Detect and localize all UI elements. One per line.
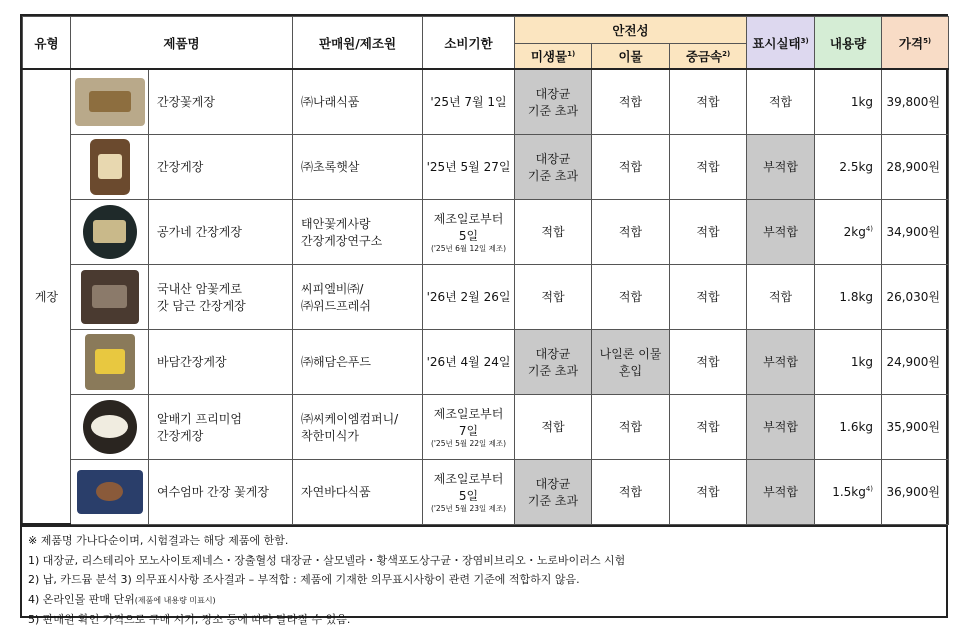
product-image [83, 205, 137, 259]
metals-result: 적합 [670, 264, 747, 329]
category-cell: 게장 [23, 69, 71, 524]
labeling-result: 부적합 [747, 329, 815, 394]
header-foreign-matter: 이물 [592, 44, 670, 70]
header-safety: 안전성 [515, 17, 747, 44]
metals-result: 적합 [670, 459, 747, 524]
product-image [83, 400, 137, 454]
metals-result: 적합 [670, 394, 747, 459]
footnote-5: 5) 판매원 확인 가격으로 구매 시기, 장소 등에 따라 달라질 수 있음. [28, 613, 351, 626]
metals-result: 적합 [670, 199, 747, 264]
price-value: 39,800원 [882, 69, 949, 134]
price-value: 26,030원 [882, 264, 949, 329]
metals-result: 적합 [670, 69, 747, 134]
table-row [23, 134, 949, 199]
product-thumbnail [71, 199, 149, 264]
seller-name: ㈜나래식품 [293, 69, 423, 134]
table-row [23, 459, 949, 524]
content-amount: 1kg [815, 69, 882, 134]
header-content: 내용량 [815, 17, 882, 70]
product-image [85, 334, 135, 390]
table-row [23, 329, 949, 394]
product-name: 국내산 암꽃게로 갓 담근 간장게장 [149, 264, 293, 329]
foreign-result: 적합 [592, 69, 670, 134]
expiry-date: '26년 2월 26일 [423, 264, 515, 329]
product-thumbnail [71, 69, 149, 134]
header-seller: 판매원/제조원 [293, 17, 423, 70]
product-image [77, 470, 143, 514]
product-name: 바담간장게장 [149, 329, 293, 394]
product-thumbnail [71, 459, 149, 524]
content-amount: $2kg^{4)}$ [815, 199, 882, 264]
table-row [23, 69, 949, 134]
footnote-4: 4) 온라인몰 판매 단위(제품에 내용량 미표시) [28, 592, 216, 606]
content-amount: $1.5kg^{4)}$ [815, 459, 882, 524]
footnote-order: ※ 제품명 가나다순이며, 시험결과는 해당 제품에 한함. [28, 534, 289, 547]
product-test-table-frame [20, 14, 948, 626]
labeling-result: 부적합 [747, 199, 815, 264]
labeling-result: 적합 [747, 264, 815, 329]
labeling-result: 부적합 [747, 459, 815, 524]
content-amount: 1.6kg [815, 394, 882, 459]
seller-name: 태안꽃게사랑 간장게장연구소 [293, 199, 423, 264]
foreign-result: 적합 [592, 459, 670, 524]
price-value: 35,900원 [882, 394, 949, 459]
header-expiry: 소비기한 [423, 17, 515, 70]
foreign-result: 적합 [592, 199, 670, 264]
product-name: 공가네 간장게장 [149, 199, 293, 264]
seller-name: ㈜해담은푸드 [293, 329, 423, 394]
header-product-name: 제품명 [71, 17, 293, 70]
microbe-result: 대장균 기준 초과 [515, 69, 592, 134]
microbe-result: 적합 [515, 199, 592, 264]
foreign-result: 적합 [592, 134, 670, 199]
price-value: 24,900원 [882, 329, 949, 394]
header-microbe: 미생물$^{1)}$ [515, 44, 592, 70]
product-image [81, 270, 139, 324]
content-amount: 2.5kg [815, 134, 882, 199]
content-amount: 1kg [815, 329, 882, 394]
product-image [90, 139, 130, 195]
footnotes [22, 525, 946, 630]
product-test-table [22, 16, 949, 525]
footnote-2-3: 2) 납, 카드뮴 분석 3) 의무표시사항 조사결과 – 부적합 : 제품에 기재한 의무표시사항이 관련 기준에 적합하지 않음. [28, 573, 580, 586]
header-type: 유형 [23, 17, 71, 70]
microbe-result: 적합 [515, 394, 592, 459]
product-name: 간장꽃게장 [149, 69, 293, 134]
product-thumbnail [71, 329, 149, 394]
expiry-date: '26년 4월 24일 [423, 329, 515, 394]
header-price: 가격$^{5)}$ [882, 17, 949, 70]
metals-result: 적합 [670, 134, 747, 199]
product-name: 간장게장 [149, 134, 293, 199]
labeling-result: 적합 [747, 69, 815, 134]
seller-name: 자연바다식품 [293, 459, 423, 524]
expiry-date: '25년 7월 1일 [423, 69, 515, 134]
expiry-date: 제조일로부터 7일 ('25년 5월 22일 제조) [423, 394, 515, 459]
product-thumbnail [71, 264, 149, 329]
foreign-result: 적합 [592, 264, 670, 329]
product-name: 여수엄마 간장 꽃게장 [149, 459, 293, 524]
header-labeling: 표시실태$^{3)}$ [747, 17, 815, 70]
microbe-result: 대장균 기준 초과 [515, 134, 592, 199]
labeling-result: 부적합 [747, 134, 815, 199]
seller-name: 씨피엘비㈜/ ㈜위드프레쉬 [293, 264, 423, 329]
table-row [23, 264, 949, 329]
table-row [23, 394, 949, 459]
table-row [23, 199, 949, 264]
header-heavy-metals: 중금속$^{2)}$ [670, 44, 747, 70]
product-name: 알배기 프리미엄 간장게장 [149, 394, 293, 459]
foreign-result: 적합 [592, 394, 670, 459]
product-image [75, 78, 145, 126]
microbe-result: 대장균 기준 초과 [515, 459, 592, 524]
content-amount: 1.8kg [815, 264, 882, 329]
seller-name: ㈜초록햇살 [293, 134, 423, 199]
expiry-date: 제조일로부터 5일 ('25년 6월 12일 제조) [423, 199, 515, 264]
metals-result: 적합 [670, 329, 747, 394]
expiry-date: '25년 5월 27일 [423, 134, 515, 199]
price-value: 36,900원 [882, 459, 949, 524]
foreign-result: 나일론 이물 혼입 [592, 329, 670, 394]
price-value: 28,900원 [882, 134, 949, 199]
price-value: 34,900원 [882, 199, 949, 264]
labeling-result: 부적합 [747, 394, 815, 459]
product-thumbnail [71, 134, 149, 199]
seller-name: ㈜씨케이엠컴퍼니/ 착한미식가 [293, 394, 423, 459]
product-thumbnail [71, 394, 149, 459]
expiry-date: 제조일로부터 5일 ('25년 5월 23일 제조) [423, 459, 515, 524]
microbe-result: 적합 [515, 264, 592, 329]
microbe-result: 대장균 기준 초과 [515, 329, 592, 394]
footnote-1: 1) 대장균, 리스테리아 모노사이토제네스・장출혈성 대장균・살모넬라・황색포도상구균・장염비브리오・노로바이러스 시험 [28, 553, 626, 567]
